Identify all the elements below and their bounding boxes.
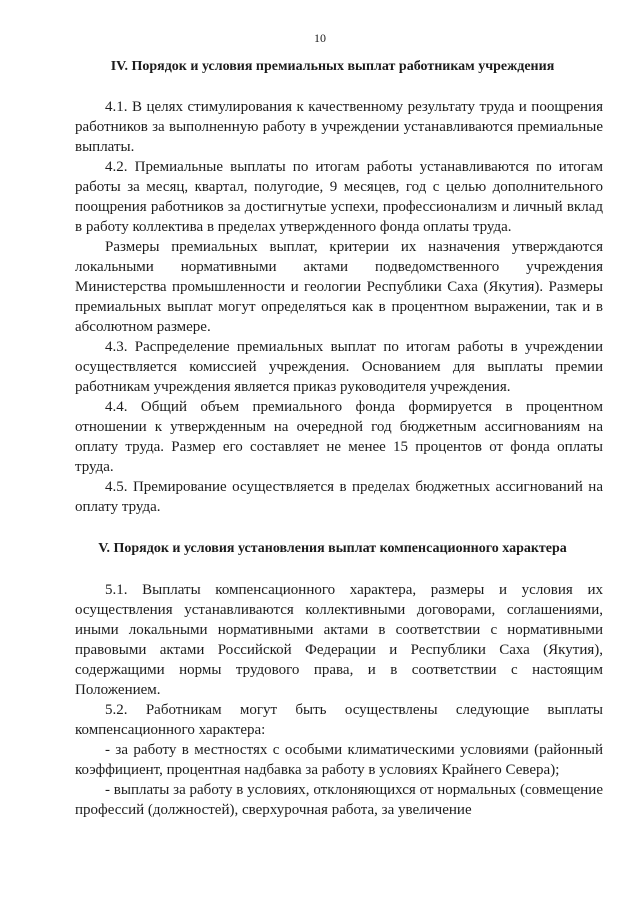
- list-item-climate: - за работу в местностях с особыми климатическими условиями (районный коэффициент, процентная надбавка за работу в условиях Крайнего Севера);: [75, 742, 603, 778]
- paragraph-4-5: 4.5. Премирование осуществляется в пределах бюджетных ассигнований на оплату труда.: [75, 479, 603, 515]
- page-number: 10: [314, 31, 326, 45]
- paragraph-4-4: 4.4. Общий объем премиального фонда формируется в процентном отношении к утвержденным на очередной год бюджетным ассигнованиям на оплату труда. Размер его составляет не менее 15 процентов от фонда оплаты труда.: [75, 399, 603, 475]
- paragraph-5-2: 5.2. Работникам могут быть осуществлены следующие выплаты компенсационного характера:: [75, 702, 603, 738]
- paragraph-4-1: 4.1. В целях стимулирования к качественному результату труда и поощрения работников за выполненную работу в учреждении устанавливаются премиальные выплаты.: [75, 99, 603, 155]
- section-4-heading: IV. Порядок и условия премиальных выплат работникам учреждения: [110, 59, 555, 74]
- paragraph-bonus-sizes: Размеры премиальных выплат, критерии их назначения утверждаются локальными нормативными актами подведомственного учреждения Министерства промышленности и геологии Республики Саха (Якутия). Размеры премиальных выплат могут определяться как в процентном выражении, так и в абсолютном размере.: [75, 239, 603, 335]
- paragraph-4-3: 4.3. Распределение премиальных выплат по итогам работы в учреждении осуществляется комиссией учреждения. Основанием для выплаты премии работникам учреждения является приказ руководителя учреждения.: [75, 339, 603, 395]
- paragraph-5-1: 5.1. Выплаты компенсационного характера, размеры и условия их осуществления устанавливаются коллективными договорами, соглашениями, иными локальными нормативными актами в соответствии с нормативными правовыми актами Российской Федерации и Республики Саха (Якутия), содержащими нормы трудового права, и в соответствии с настоящим Положением.: [75, 582, 603, 698]
- list-item-abnormal-conditions: - выплаты за работу в условиях, отклоняющихся от нормальных (совмещение профессий (должностей), сверхурочная работа, за увеличение: [75, 782, 603, 818]
- paragraph-4-2: 4.2. Премиальные выплаты по итогам работы устанавливаются по итогам работы за месяц, квартал, полугодие, 9 месяцев, год с целью дополнительного поощрения работников за достигнутые успехи, профессионализм и личный вклад в работу коллектива в пределах утвержденного фонда оплаты труда.: [75, 159, 603, 235]
- section-4-body: [75, 97, 603, 517]
- section-5-body: [75, 580, 603, 820]
- section-5-heading: V. Порядок и условия установления выплат компенсационного характера: [98, 541, 567, 556]
